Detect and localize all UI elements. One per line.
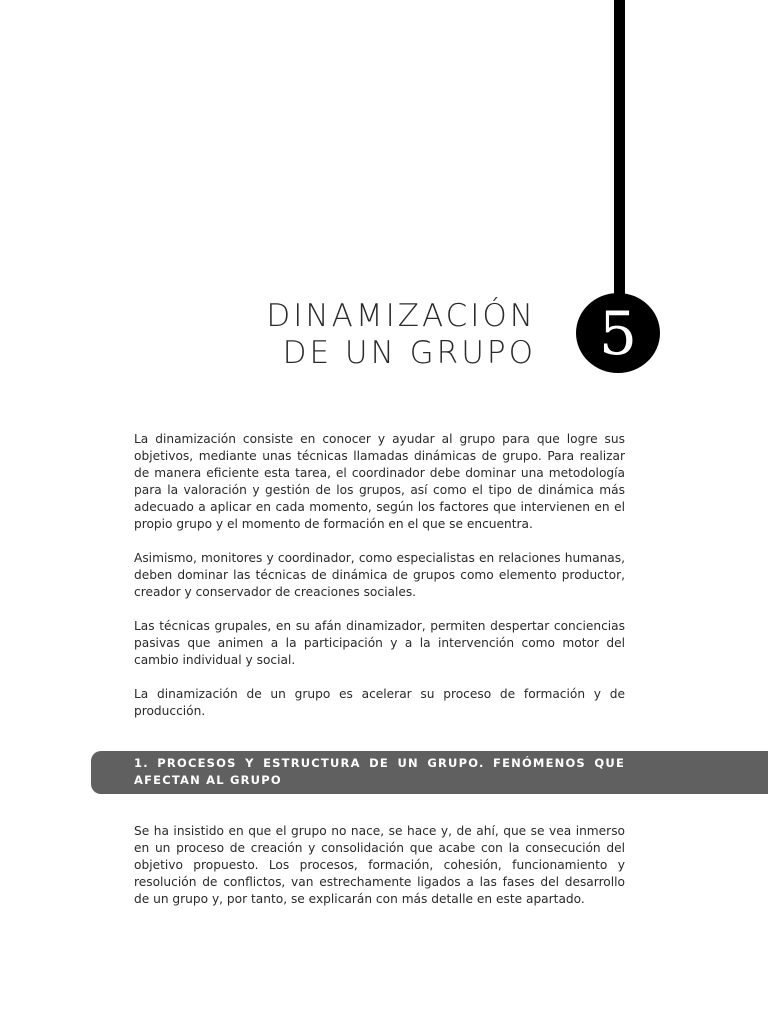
intro-text <box>134 431 625 737</box>
chapter-title-line-2: DE UN GRUPO <box>282 335 536 371</box>
chapter-vertical-line <box>614 0 625 300</box>
chapter-number: 5 <box>598 299 638 369</box>
chapter-number-badge <box>576 293 660 373</box>
intro-paragraph-2: Asimismo, monitores y coordinador, como especialistas en relaciones humanas, deben dominar las técnicas de dinámica de grupos como elemento productor, creador y conservador de creaciones sociales. <box>134 551 625 599</box>
section-heading: 1. PROCESOS Y ESTRUCTURA DE UN GRUPO. FENÓMENOS QUE AFECTAN AL GRUPO <box>134 756 625 787</box>
intro-paragraph-3: Las técnicas grupales, en su afán dinamizador, permiten despertar conciencias pasivas que animen a la participación y a la intervención como motor del cambio individual y social. <box>134 619 625 667</box>
chapter-title <box>266 298 536 372</box>
intro-paragraph-4: La dinamización de un grupo es acelerar su proceso de formación y de producción. <box>134 687 625 718</box>
section-paragraph-1: Se ha insistido en que el grupo no nace, se hace y, de ahí, que se vea inmerso en un proceso de creación y consolidación que acabe con la consecución del objetivo propuesto. Los procesos, formación, cohesión, funcionamiento y resolución de conflictos, van estrechamente ligados a las fases del desarrollo de un grupo y, por tanto, se explicarán con más detalle en este apartado. <box>134 824 625 906</box>
section-text <box>134 823 625 925</box>
chapter-title-line-1: DINAMIZACIÓN <box>266 298 536 334</box>
intro-paragraph-1: La dinamización consiste en conocer y ayudar al grupo para que logre sus objetivos, mediante unas técnicas llamadas dinámicas de grupo. Para realizar de manera eficiente esta tarea, el coordinador debe dominar una metodología para la valoración y gestión de los grupos, así como el tipo de dinámica más adecuado a aplicar en cada momento, según los factores que intervienen en el propio grupo y el momento de formación en el que se encuentra. <box>134 432 625 531</box>
